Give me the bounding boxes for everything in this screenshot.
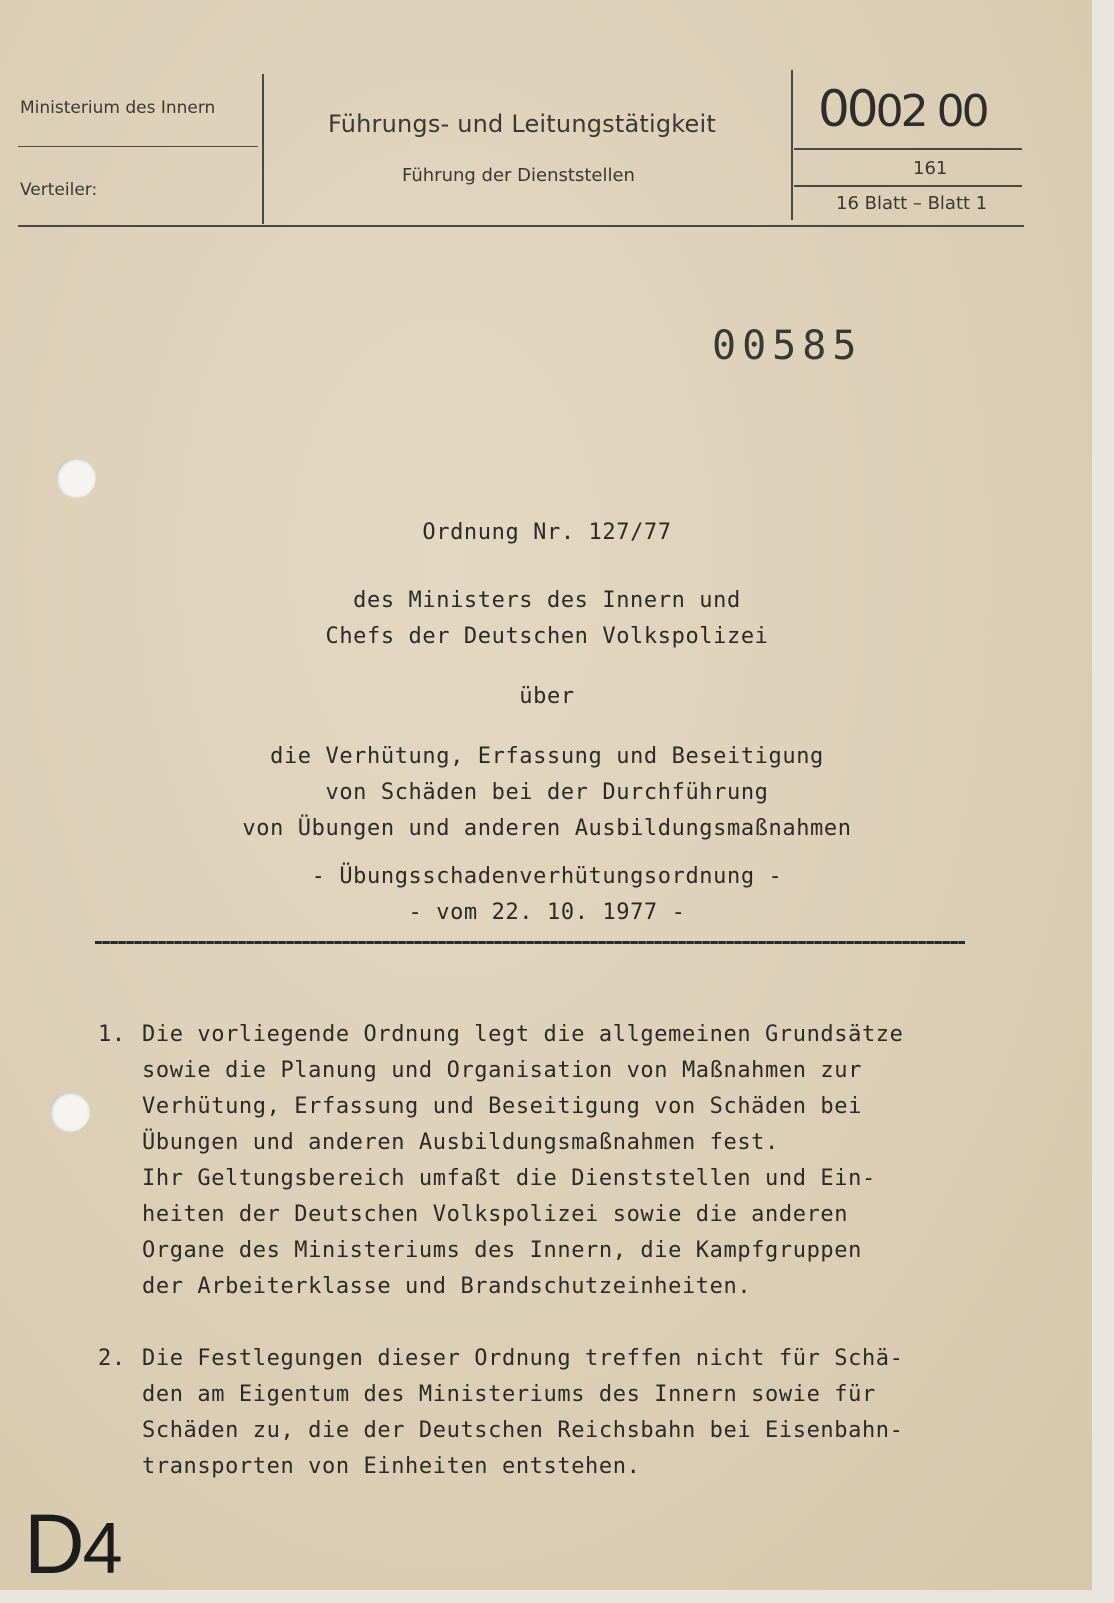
document-code-rest: 02 00	[875, 86, 987, 137]
section-subtitle: Führung der Dienststellen	[402, 165, 635, 186]
short-name: - Übungsschadenverhütungsordnung -	[311, 864, 783, 889]
section-title: Führungs- und Leitungstätigkeit	[328, 110, 716, 138]
corner-mark-letter: D	[24, 1497, 83, 1591]
paragraph-line: Organe des Ministeriums des Innern, die Kampfgruppen	[142, 1238, 862, 1263]
paragraph-line: den am Eigentum des Ministeriums des Innern sowie für	[142, 1382, 876, 1407]
header-divider-right-1	[794, 148, 1022, 150]
page-edge-right	[1092, 0, 1114, 1603]
subject-line-3: von Übungen und anderen Ausbildungsmaßnahmen	[242, 816, 852, 841]
header-vertical-divider-1	[262, 74, 264, 224]
paragraph-number: 1.	[98, 1022, 126, 1047]
paragraph-line: transporten von Einheiten entstehen.	[142, 1454, 641, 1479]
about-label: über	[519, 684, 575, 709]
header-vertical-divider-2	[791, 70, 793, 220]
header-divider-left	[18, 146, 258, 147]
punch-hole-top	[56, 458, 96, 498]
punch-hole-bottom	[50, 1092, 90, 1132]
issuer-line-2: Chefs der Deutschen Volkspolizei	[325, 624, 769, 649]
paragraph-line: Die vorliegende Ordnung legt die allgemeinen Grundsätze	[142, 1022, 904, 1047]
stamp-number: 00585	[712, 323, 863, 369]
document-code-prefix: 00	[818, 80, 876, 138]
paragraph-number: 2.	[98, 1346, 126, 1371]
header-bottom-rule	[18, 225, 1024, 227]
header-divider-right-2	[794, 185, 1022, 187]
subject-line-2: von Schäden bei der Durchführung	[325, 780, 769, 805]
issuer-line-1: des Ministers des Innern und	[353, 588, 741, 613]
title-separator	[95, 941, 965, 944]
document-subcode: 161	[913, 158, 948, 179]
paragraph-line: der Arbeiterklasse und Brandschutzeinheiten.	[142, 1274, 752, 1299]
paragraph-line: Verhütung, Erfassung und Beseitigung von Schäden bei	[142, 1094, 862, 1119]
subject-line-1: die Verhütung, Erfassung und Beseitigung	[270, 744, 824, 769]
corner-mark	[24, 1496, 121, 1593]
ordinance-date: - vom 22. 10. 1977 -	[408, 900, 686, 925]
paragraph-line: sowie die Planung und Organisation von Maßnahmen zur	[142, 1058, 862, 1083]
paragraph-line: Ihr Geltungsbereich umfaßt die Dienststellen und Ein-	[142, 1166, 876, 1191]
paragraph-line: Die Festlegungen dieser Ordnung treffen nicht für Schä-	[142, 1346, 904, 1371]
document-code	[818, 80, 987, 138]
corner-mark-digit: 4	[82, 1509, 121, 1589]
paragraph-line: heiten der Deutschen Volkspolizei sowie die anderen	[142, 1202, 849, 1227]
distribution-label: Verteiler:	[20, 180, 98, 200]
ordinance-number: Ordnung Nr. 127/77	[422, 520, 672, 545]
paragraph-line: Übungen und anderen Ausbildungsmaßnahmen fest.	[142, 1130, 779, 1155]
page-edge-bottom	[0, 1590, 1114, 1603]
sheet-info: 16 Blatt – Blatt 1	[836, 193, 988, 214]
ministry-label: Ministerium des Innern	[20, 98, 216, 118]
paragraph-line: Schäden zu, die der Deutschen Reichsbahn bei Eisenbahn-	[142, 1418, 904, 1443]
